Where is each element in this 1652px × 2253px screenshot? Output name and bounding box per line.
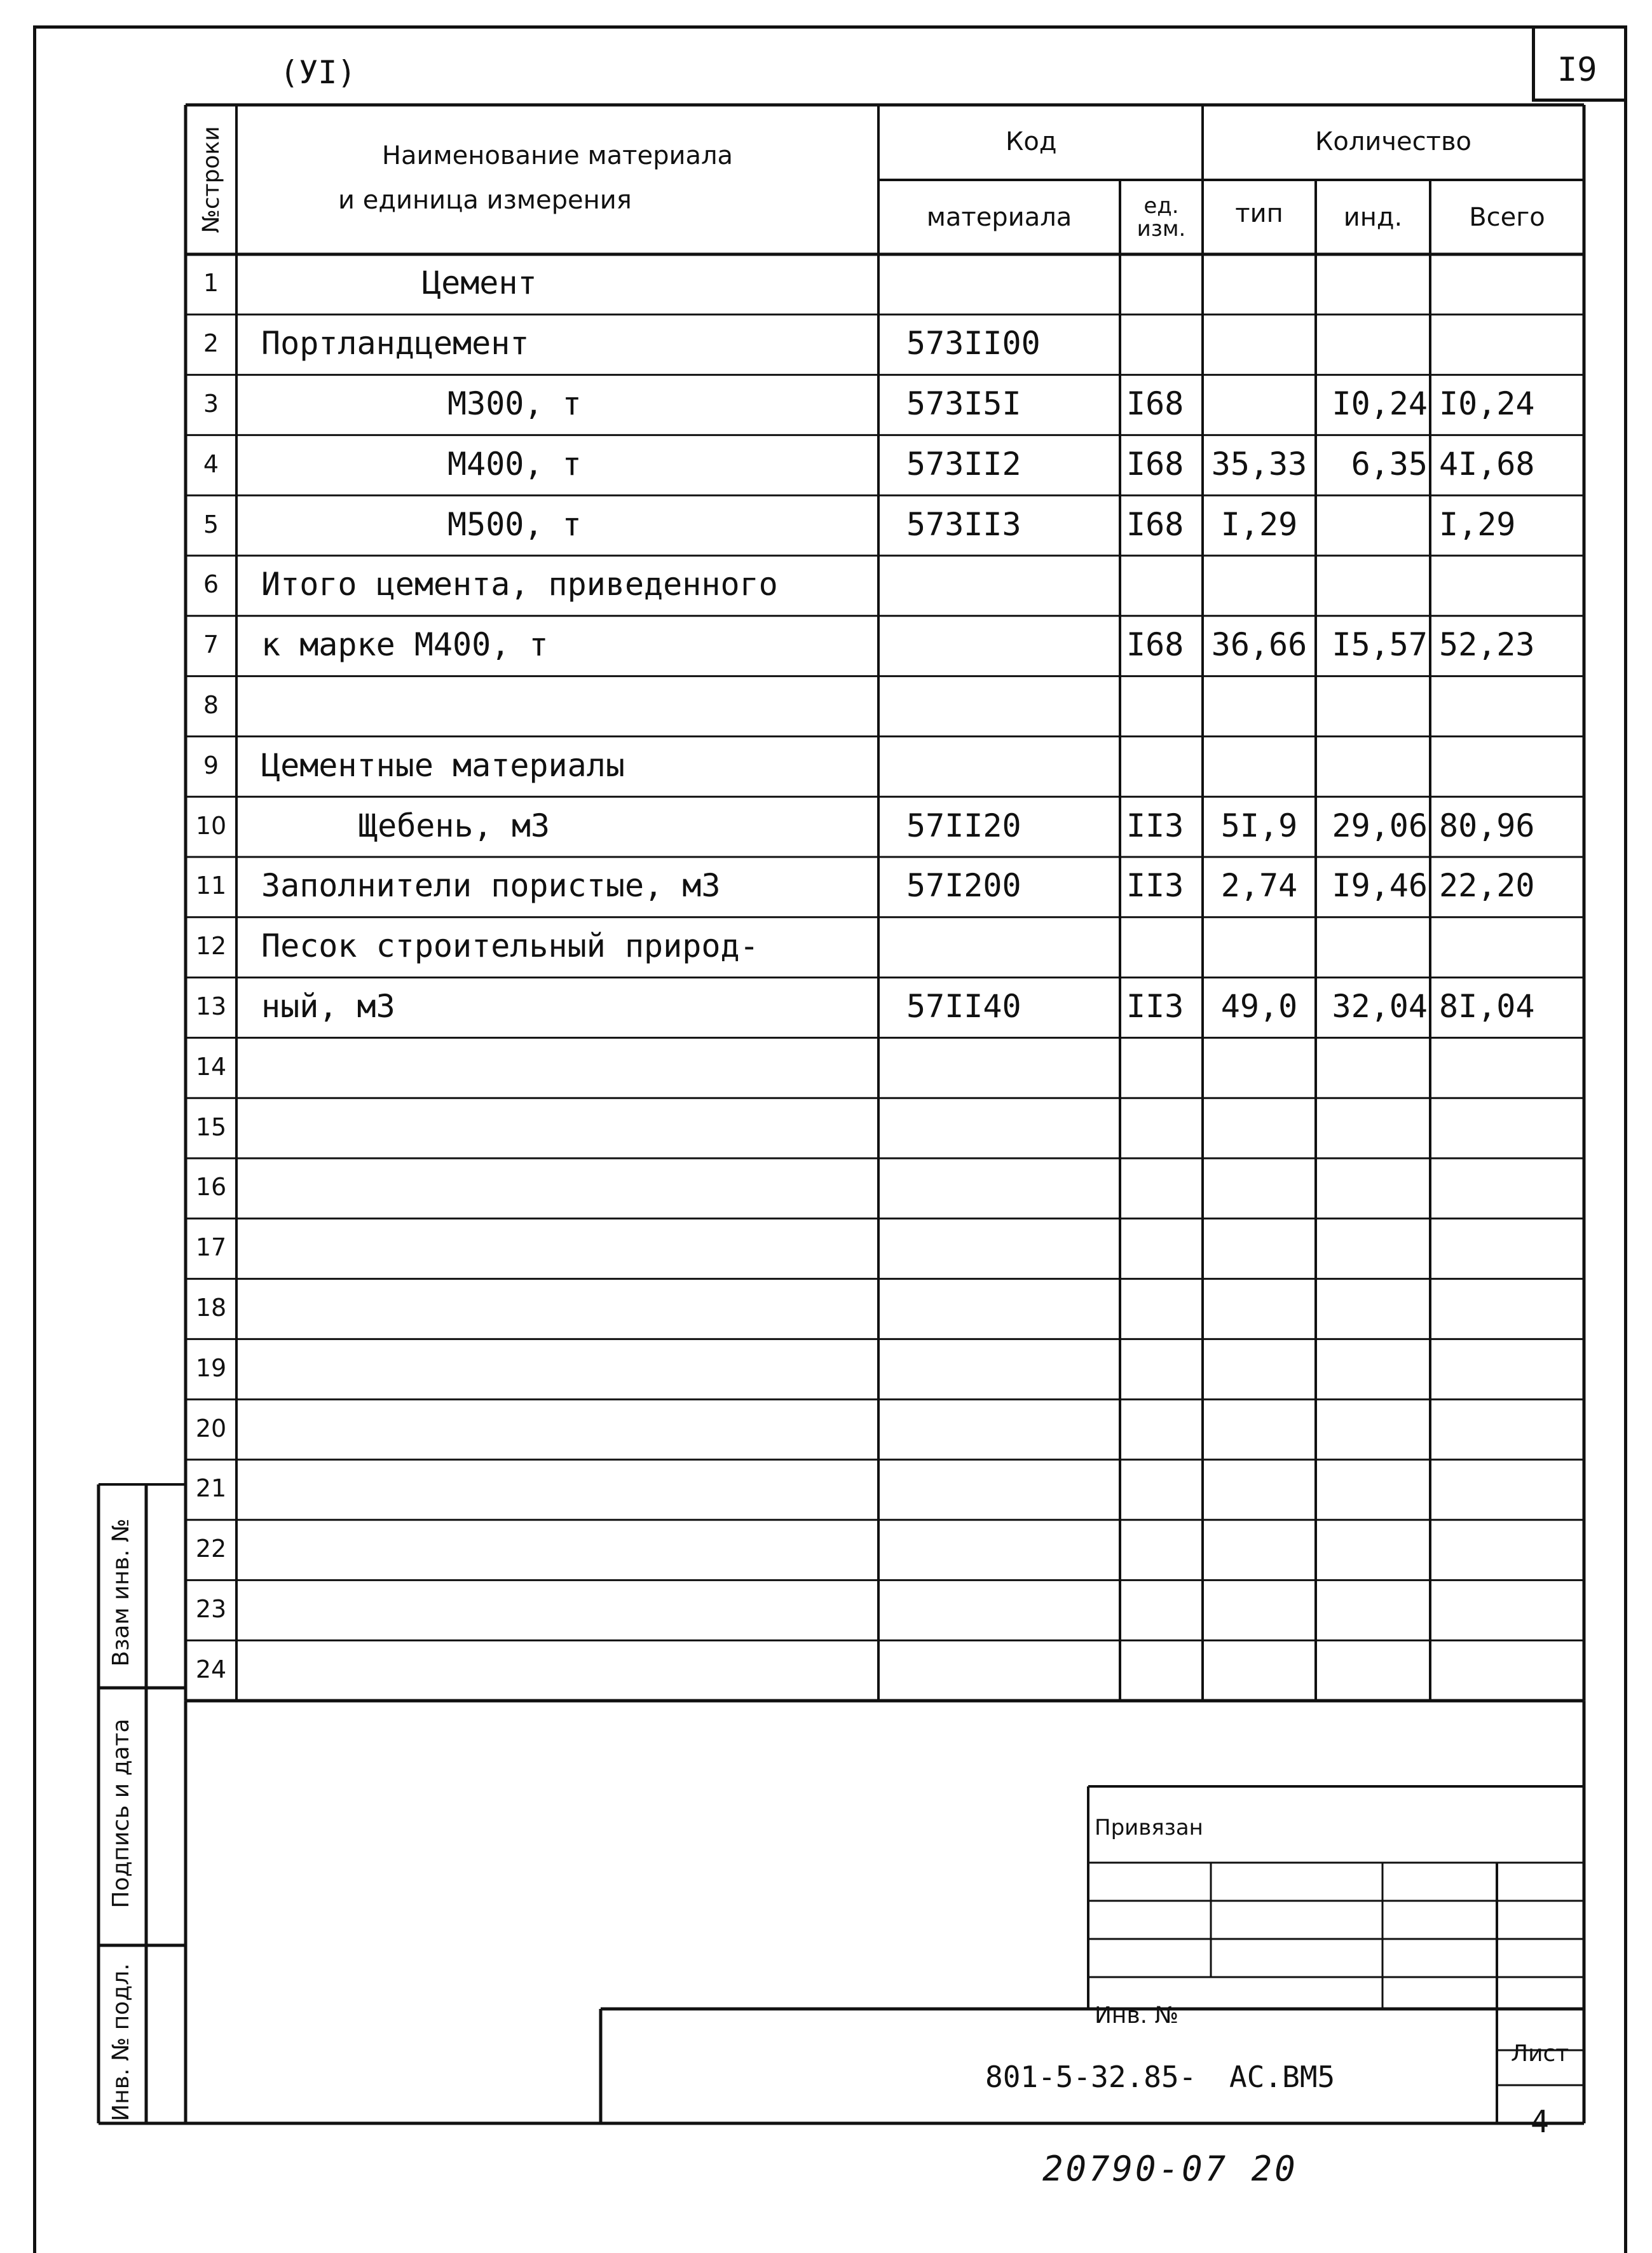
material-code-cell: 573I5I [906, 385, 1021, 422]
material-code-cell [881, 1460, 1117, 1517]
qty-type-cell [1205, 1098, 1313, 1156]
unit-code-cell [1123, 1520, 1200, 1578]
qty-ind-cell [1318, 1037, 1428, 1095]
row-number-cell: 9 [203, 751, 219, 779]
material-code-cell [881, 616, 1117, 674]
unit-code-cell [1123, 254, 1200, 312]
qty-ind-cell [1318, 254, 1428, 312]
doc-code: 801-5-32.85- [985, 2060, 1197, 2094]
qty-ind-cell [1318, 917, 1428, 975]
qty-ind-cell: 32,04 [1332, 987, 1428, 1025]
qty-ind-cell [1318, 736, 1428, 794]
unit-code-cell [1123, 1279, 1200, 1337]
header-name-line2: и единица измерения [338, 186, 632, 215]
material-code-cell: 57I200 [906, 867, 1021, 905]
qty-type-cell [1205, 1279, 1313, 1337]
qty-ind-cell [1318, 1098, 1428, 1156]
qty-type-cell [1205, 736, 1313, 794]
header-code-unit: ед. изм. [1137, 193, 1186, 242]
qty-type-cell [1205, 375, 1313, 433]
material-name-cell: Цементные материалы [261, 746, 625, 784]
qty-ind-cell: I5,57 [1332, 626, 1428, 664]
qty-ind-cell [1318, 1219, 1428, 1277]
material-code-cell [881, 556, 1117, 613]
row-number-cell: 15 [195, 1113, 227, 1141]
header-code-group: Код [1006, 127, 1057, 156]
unit-code-cell [1123, 1037, 1200, 1095]
qty-type-cell: 49,0 [1220, 987, 1298, 1025]
header-qty-group: Количество [1314, 127, 1471, 156]
material-name-cell [239, 1520, 876, 1578]
qty-total-cell [1433, 1219, 1581, 1277]
row-number-cell: 6 [203, 570, 219, 599]
row-number-cell: 23 [195, 1594, 227, 1623]
qty-type-cell [1205, 254, 1313, 312]
unit-code-cell: I68 [1126, 445, 1184, 483]
title-privyazan: Привязан [1095, 1815, 1203, 1840]
header-qty-ind: инд. [1343, 202, 1403, 232]
material-name-cell [239, 1580, 876, 1638]
qty-total-cell [1433, 1339, 1581, 1397]
row-number-cell: 12 [195, 932, 227, 961]
qty-type-cell [1205, 1580, 1313, 1638]
row-number-cell: 2 [203, 329, 219, 358]
unit-code-cell [1123, 1098, 1200, 1156]
material-code-cell [881, 917, 1117, 975]
material-name-cell: Цемент [422, 264, 537, 302]
material-name-cell: Щебень, м3 [358, 807, 550, 844]
qty-total-cell: I,29 [1439, 505, 1516, 543]
material-name-cell [239, 1037, 876, 1095]
header-qty-type: тип [1235, 198, 1283, 228]
qty-ind-cell [1318, 1339, 1428, 1397]
unit-code-cell: I68 [1126, 505, 1184, 543]
qty-total-cell [1433, 1520, 1581, 1578]
qty-ind-cell: I9,46 [1332, 867, 1428, 905]
row-number-cell: 10 [195, 811, 227, 840]
qty-ind-cell: 29,06 [1332, 807, 1428, 844]
qty-total-cell [1433, 917, 1581, 975]
row-number-cell: 20 [195, 1414, 227, 1442]
material-code-cell: 57II20 [906, 807, 1021, 844]
material-name-cell [239, 676, 876, 734]
header-qty-total: Всего [1469, 202, 1545, 232]
qty-total-cell: 52,23 [1439, 626, 1535, 664]
material-code-cell [881, 1279, 1117, 1337]
unit-code-cell [1123, 1158, 1200, 1216]
material-code-cell: 573II2 [906, 445, 1021, 483]
qty-ind-cell [1318, 1580, 1428, 1638]
material-code-cell [881, 1339, 1117, 1397]
material-name-cell [239, 1098, 876, 1156]
material-code-cell: 573II3 [906, 505, 1021, 543]
qty-type-cell [1205, 1640, 1313, 1698]
row-number-cell: 16 [195, 1173, 227, 1202]
stamp-podpis-data: Подпись и дата [107, 1718, 134, 1908]
qty-total-cell: I0,24 [1439, 385, 1535, 422]
qty-total-cell [1433, 1580, 1581, 1638]
qty-ind-cell [1318, 1460, 1428, 1517]
qty-type-cell: I,29 [1220, 505, 1298, 543]
qty-type-cell [1205, 1219, 1313, 1277]
material-code-cell [881, 676, 1117, 734]
unit-code-cell: II3 [1126, 987, 1184, 1025]
qty-total-cell [1433, 315, 1581, 373]
row-number-cell: 19 [195, 1353, 227, 1382]
unit-code-cell [1123, 917, 1200, 975]
material-name-cell [239, 1640, 876, 1698]
qty-ind-cell [1318, 1640, 1428, 1698]
qty-type-cell: 35,33 [1211, 445, 1307, 483]
material-name-cell [239, 1460, 876, 1517]
title-list-number: 4 [1531, 2104, 1549, 2140]
row-number-cell: 3 [203, 389, 219, 418]
row-number-cell: 7 [203, 631, 219, 659]
material-name-cell: М300, т [447, 385, 582, 422]
material-code-cell [881, 254, 1117, 312]
material-code-cell [881, 1520, 1117, 1578]
row-number-cell: 8 [203, 690, 219, 719]
material-name-cell: М500, т [447, 505, 582, 543]
material-name-cell: к марке М400, т [261, 626, 549, 664]
title-inv-no: Инв. № [1095, 2003, 1179, 2029]
qty-total-cell: 8I,04 [1439, 987, 1535, 1025]
qty-type-cell [1205, 676, 1313, 734]
row-number-cell: 21 [195, 1474, 227, 1503]
qty-type-cell [1205, 1520, 1313, 1578]
unit-code-cell [1123, 1219, 1200, 1277]
row-number-cell: 24 [195, 1655, 227, 1683]
qty-type-cell [1205, 1460, 1313, 1517]
qty-ind-cell [1318, 1399, 1428, 1457]
material-name-cell: М400, т [447, 445, 582, 483]
material-name-cell: ный, м3 [261, 987, 395, 1025]
unit-code-cell: II3 [1126, 807, 1184, 844]
qty-type-cell: 2,74 [1220, 867, 1298, 905]
qty-total-cell [1433, 676, 1581, 734]
qty-total-cell [1433, 1037, 1581, 1095]
row-number-cell: 1 [203, 269, 219, 298]
row-number-cell: 14 [195, 1052, 227, 1081]
material-name-cell [239, 1219, 876, 1277]
footer-handwritten-number: 20790-07 20 [1042, 2149, 1298, 2189]
material-code-cell [881, 1219, 1117, 1277]
material-code-cell [881, 1580, 1117, 1638]
material-code-cell [881, 1640, 1117, 1698]
material-code-cell [881, 1158, 1117, 1216]
unit-code-cell [1123, 1460, 1200, 1517]
unit-code-cell: I68 [1126, 385, 1184, 422]
unit-code-cell [1123, 556, 1200, 613]
material-name-cell [239, 1279, 876, 1337]
qty-total-cell: 22,20 [1439, 867, 1535, 905]
qty-type-cell [1205, 1339, 1313, 1397]
row-number-cell: 18 [195, 1293, 227, 1322]
unit-code-cell [1123, 315, 1200, 373]
material-name-cell: Песок строительный природ- [261, 928, 759, 965]
qty-total-cell: 4I,68 [1439, 445, 1535, 483]
unit-code-cell: II3 [1126, 867, 1184, 905]
qty-ind-cell [1318, 495, 1428, 553]
qty-total-cell [1433, 254, 1581, 312]
qty-type-cell [1205, 1399, 1313, 1457]
qty-type-cell [1205, 556, 1313, 613]
material-code-cell [881, 1037, 1117, 1095]
qty-type-cell: 36,66 [1211, 626, 1307, 664]
qty-total-cell [1433, 736, 1581, 794]
qty-ind-cell: 6,35 [1351, 445, 1428, 483]
qty-total-cell [1433, 1640, 1581, 1698]
qty-ind-cell [1318, 1520, 1428, 1578]
stamp-vzam-inv: Взам инв. № [107, 1518, 134, 1667]
material-name-cell [239, 1399, 876, 1457]
qty-ind-cell: I0,24 [1332, 385, 1428, 422]
material-name-cell [239, 1339, 876, 1397]
qty-total-cell [1433, 1399, 1581, 1457]
qty-ind-cell [1318, 556, 1428, 613]
material-name-cell: Портландцемент [261, 325, 529, 362]
qty-total-cell [1433, 1158, 1581, 1216]
qty-total-cell: 80,96 [1439, 807, 1535, 844]
material-code-cell [881, 1098, 1117, 1156]
sheet-number: I9 [1557, 51, 1597, 89]
material-name-cell [239, 1158, 876, 1216]
row-number-cell: 22 [195, 1535, 227, 1563]
header-name-line1: Наименование материала [381, 141, 734, 170]
material-code-cell: 57II40 [906, 987, 1021, 1025]
unit-code-cell [1123, 1640, 1200, 1698]
row-number-cell: 13 [195, 992, 227, 1020]
qty-type-cell [1205, 917, 1313, 975]
qty-total-cell [1433, 1460, 1581, 1517]
unit-code-cell: I68 [1126, 626, 1184, 664]
stamp-inv-podl: Инв. № подл. [107, 1963, 134, 2121]
header-code-material: материала [926, 202, 1072, 232]
title-list-label: Лист [1511, 2041, 1569, 2067]
unit-code-cell [1123, 1580, 1200, 1638]
material-name-cell: Заполнители пористые, м3 [261, 867, 721, 905]
title-doc-code [985, 2060, 1335, 2094]
qty-ind-cell [1318, 1279, 1428, 1337]
qty-total-cell [1433, 1279, 1581, 1337]
row-number-cell: 4 [203, 449, 219, 478]
qty-type-cell [1205, 315, 1313, 373]
material-code-cell [881, 736, 1117, 794]
header-row-number: №строки [198, 126, 224, 233]
qty-ind-cell [1318, 315, 1428, 373]
row-number-cell: 5 [203, 510, 219, 538]
material-code-cell [881, 1399, 1117, 1457]
qty-total-cell [1433, 1098, 1581, 1156]
qty-ind-cell [1318, 1158, 1428, 1216]
material-code-cell: 573II00 [906, 325, 1041, 362]
doc-suffix: АС.ВМ5 [1229, 2060, 1335, 2094]
qty-type-cell: 5I,9 [1220, 807, 1298, 844]
row-number-cell: 17 [195, 1233, 227, 1262]
qty-total-cell [1433, 556, 1581, 613]
sheet-label: (УI) [280, 54, 357, 91]
qty-type-cell [1205, 1037, 1313, 1095]
unit-code-cell [1123, 676, 1200, 734]
unit-code-cell [1123, 1399, 1200, 1457]
unit-code-cell [1123, 736, 1200, 794]
qty-type-cell [1205, 1158, 1313, 1216]
material-name-cell: Итого цемента, приведенного [261, 566, 778, 603]
row-number-cell: 11 [195, 872, 227, 900]
qty-ind-cell [1318, 676, 1428, 734]
unit-code-cell [1123, 1339, 1200, 1397]
